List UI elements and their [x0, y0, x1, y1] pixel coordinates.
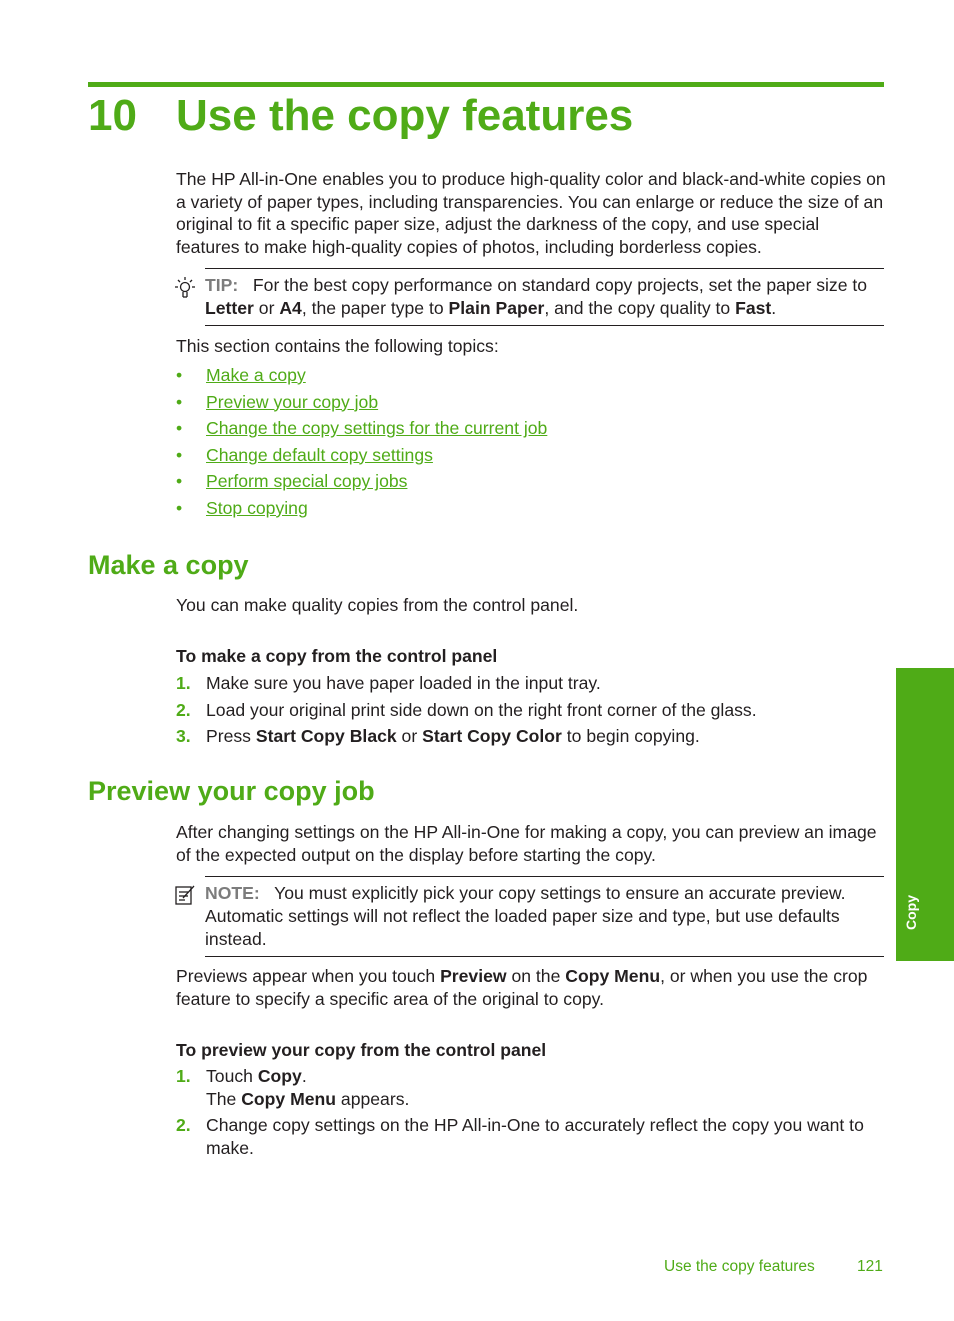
tip-bold-fast: Fast	[735, 298, 772, 318]
intro-paragraph: The HP All-in-One enables you to produce high-quality color and black-and-white copies on a variety of paper types, including transparencies. You can enlarge or reduce the size of an original to fit a specific paper size, adjust the darkness of the copy, and use special features to make high-quality copies of photos, including borderless copies.	[176, 169, 886, 257]
section-heading-make-a-copy: Make a copy	[88, 550, 249, 580]
preview-steps	[176, 1065, 886, 1159]
footer-page-number: 121	[857, 1258, 883, 1275]
step-text: Change copy settings on the HP All-in-One to accurately reflect the copy you want to make.	[206, 1115, 864, 1158]
bullet-icon: •	[176, 444, 183, 465]
step-bold-start-copy-black: Start Copy Black	[255, 726, 397, 747]
list-item	[176, 365, 547, 392]
lightbulb-icon	[174, 276, 196, 300]
chapter-title	[88, 88, 633, 144]
step-number: 1.	[176, 1066, 191, 1086]
topic-link-stop-copying[interactable]: Stop copying	[206, 497, 308, 518]
preview-paragraph-2	[176, 965, 886, 1010]
step-text: appears.	[336, 1088, 410, 1109]
tip-bold-plain-paper: Plain Paper	[448, 298, 545, 318]
bullet-icon: •	[176, 497, 183, 518]
bold-preview: Preview	[440, 966, 507, 986]
topic-link-change-current[interactable]: Change the copy settings for the current job	[206, 418, 548, 439]
tip-callout	[205, 268, 884, 326]
step-bold-start-copy-color: Start Copy Color	[422, 726, 562, 747]
make-copy-paragraph: You can make quality copies from the control panel.	[176, 595, 579, 615]
tip-bold-letter: Letter	[205, 298, 254, 318]
step-text: .	[301, 1066, 307, 1086]
tip-text: For the best copy performance on standard copy projects, set the paper size to	[252, 275, 868, 295]
bullet-icon: •	[176, 418, 183, 439]
paragraph-text: , or when you use the crop feature to specify a specific area of the original to copy.	[176, 966, 868, 1009]
note-pad-icon	[174, 884, 196, 906]
preview-procedure-title: To preview your copy from the control panel	[176, 1040, 547, 1060]
list-item	[176, 498, 547, 525]
chapter-top-rule	[88, 82, 884, 87]
step-number: 2.	[176, 699, 191, 720]
step-bold-copy: Copy	[257, 1066, 302, 1086]
topics-list	[176, 365, 547, 525]
step	[176, 1065, 886, 1110]
bullet-icon: •	[176, 471, 183, 492]
step-text: or	[396, 726, 423, 747]
step-text: Make sure you have paper loaded in the input tray.	[206, 673, 601, 693]
make-copy-steps	[176, 672, 886, 752]
step	[176, 725, 886, 752]
bullet-icon: •	[176, 391, 183, 412]
list-item	[176, 418, 547, 445]
footer-section-title: Use the copy features	[664, 1258, 815, 1275]
note-text: You must explicitly pick your copy settings to ensure an accurate preview. Automatic settings will not reflect the loaded paper size and type, but use defaults instead.	[205, 883, 846, 949]
note-label: NOTE:	[205, 883, 260, 903]
paragraph-text: on the	[506, 966, 566, 986]
topic-link-preview[interactable]: Preview your copy job	[206, 391, 379, 412]
side-tab-label: Copy	[903, 895, 919, 930]
step-number: 1.	[176, 673, 191, 693]
chapter-title-text: Use the copy features	[176, 91, 634, 140]
step-text: Press	[206, 726, 256, 747]
tip-label: TIP:	[205, 275, 239, 295]
topic-link-special-jobs[interactable]: Perform special copy jobs	[206, 471, 408, 492]
topic-link-make-a-copy[interactable]: Make a copy	[206, 365, 306, 385]
tip-text: , the paper type to	[301, 298, 449, 318]
tip-bold-a4: A4	[279, 298, 302, 318]
topics-intro: This section contains the following topics:	[176, 336, 499, 356]
step-text: Load your original print side down on the right front corner of the glass.	[206, 699, 757, 720]
step-number: 3.	[176, 726, 191, 747]
tip-text: or	[253, 298, 280, 318]
note-callout	[205, 876, 884, 957]
step-number: 2.	[176, 1115, 191, 1136]
paragraph-text: Previews appear when you touch	[176, 966, 441, 986]
list-item	[176, 392, 547, 419]
step-text: to begin copying.	[561, 726, 700, 747]
section-heading-preview: Preview your copy job	[88, 776, 375, 806]
step	[176, 672, 886, 699]
chapter-number: 10	[88, 91, 137, 140]
tip-text: .	[771, 298, 777, 318]
step-bold-copy-menu: Copy Menu	[241, 1088, 337, 1109]
tip-text: , and the copy quality to	[544, 298, 736, 318]
preview-paragraph: After changing settings on the HP All-in-One for making a copy, you can preview an image of the expected output on the display before starting the copy.	[176, 822, 877, 865]
list-item	[176, 471, 547, 498]
step-text: Touch	[206, 1066, 258, 1086]
step	[176, 699, 886, 726]
list-item	[176, 445, 547, 472]
bullet-icon: •	[176, 365, 183, 385]
make-copy-procedure-title: To make a copy from the control panel	[176, 646, 498, 666]
step-text: The	[206, 1088, 242, 1109]
topic-link-change-default[interactable]: Change default copy settings	[206, 444, 433, 465]
step	[176, 1114, 886, 1159]
bold-copy-menu: Copy Menu	[565, 966, 661, 986]
